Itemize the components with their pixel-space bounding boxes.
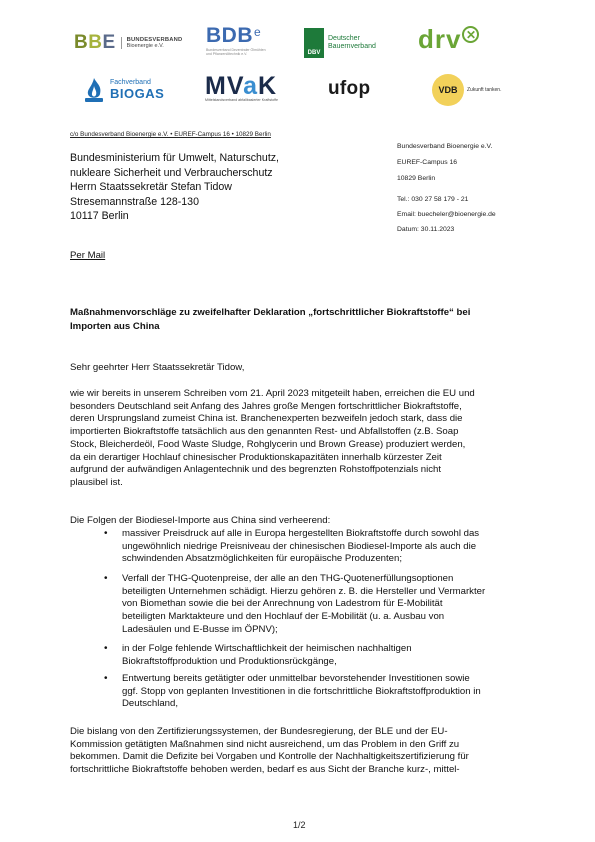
list-item-line: schwindenden Absatzmöglichkeiten für europäische Produzenten; — [122, 553, 402, 565]
paragraph-line: bekommen. Damit die Defizite bei Vorgaben und Kontrolle der Nachhaltigkeitszertifizierung für — [70, 751, 469, 763]
paragraph-measures — [70, 726, 532, 777]
bbe-logo-text: BUNDESVERBAND Bioenergie e.V. — [121, 37, 183, 49]
sender-return-address: c/o Bundesverband Bioenergie e.V. • EUREF-Campus 16 • 10829 Berlin — [70, 131, 271, 138]
biogas-logo-top: Fachverband — [110, 79, 151, 86]
mvak-logo-mark: MVaK — [205, 72, 278, 100]
paragraph-line: fortschrittliche Biokraftstoffe behoben werden, bedarf es aus Sicht der Branche kurz-, mittel- — [70, 764, 460, 776]
recipient-line: Stresemannstraße 128-130 — [70, 195, 199, 208]
info-city: 10829 Berlin — [397, 175, 436, 182]
page-number: 1/2 — [293, 820, 306, 830]
paragraph-line: deren Ursprungsland zumeist China ist. Branchenexperten bezweifeln jedoch stark, dass die — [70, 413, 463, 425]
subject-line: Maßnahmenvorschläge zu zweifelhafter Deklaration „fortschrittlicher Biokraftstoffe“ bei — [70, 307, 471, 318]
recipient-line: Herrn Staatssekretär Stefan Tidow — [70, 181, 232, 194]
info-street: EUREF-Campus 16 — [397, 159, 458, 166]
info-tel: Tel.: 030 27 58 179 - 21 — [397, 196, 469, 203]
paragraph-line: importierten Biokraftstoffe tatsächlich aus den genannten Rest- und Abfallstoffen (z.B. Soap — [70, 426, 459, 438]
bdb-logo-mark: BDB — [206, 24, 253, 47]
list-item-line: ungewöhnlich niedrige Preisniveau der chinesischen Biodiesel-Importe als auch die — [122, 540, 477, 552]
paragraph-line: wie wir bereits in unserem Schreiben vom 21. April 2023 mitgeteilt haben, erreichen die EU und — [70, 388, 475, 399]
list-item — [122, 673, 532, 711]
paragraph-line: Stock, Bleicherdeöl, Food Waste Sludge, Rohglycerin und Brown Grease) produziert werden, — [70, 438, 466, 450]
list-item-line: massiver Preisdruck auf alle in Europa hergestellten Biokraftstoffe durch sowohl das — [122, 528, 480, 539]
list-item-line: Entwertung bereits getätigter oder unmittelbar bevorstehender Investitionen sowie — [122, 673, 470, 684]
paragraph-line: plausibel ist. — [70, 476, 123, 488]
paragraph-line: besonders Deutschland seit Anfang des Jahres große Mengen fortschrittlicher Biokraftstoffe, — [70, 400, 462, 412]
mvak-logo-subtitle: Mittelstandsverband abfallbasierter Kraftstoffe — [205, 98, 279, 102]
info-org: Bundesverband Bioenergie e.V. — [397, 143, 493, 150]
bullet-marker: • — [104, 643, 108, 654]
list-item-line: beteiligten Marktakteure und den Hochlauf der E-Mobilität (u. a. Ausbau von — [122, 611, 445, 623]
list-item-line: ggf. Stopp von geplanten Investitionen in die fortschrittliche Biokraftstoffproduktion in — [122, 685, 481, 697]
vdb-logo-circle: VDB — [432, 74, 464, 106]
list-item — [122, 528, 532, 566]
list-item-line: Ladesäulen und E-Busse im ÖPNV); — [122, 623, 278, 635]
list-item-line: Verfall der THG-Quotenpreise, der alle an den THG-Quotenerfüllungsoptionen — [122, 573, 454, 584]
bdb-logo-subtitle: Bundesverband Dezentraler Ölmühlen und Pflanzenöltechnik e.V. — [206, 48, 266, 56]
list-item-line: Deutschland, — [122, 698, 178, 710]
list-item-line: Biokraftstoffproduktion und Produktionsrückgänge, — [122, 655, 337, 667]
drv-logo-mark: drv — [418, 24, 462, 54]
info-email[interactable]: Email: buecheler@bioenergie.de — [397, 211, 496, 218]
ufop-logo-mark: ufop — [328, 78, 371, 99]
subject-line: Importen aus China — [70, 321, 160, 333]
recipient-line: Bundesministerium für Umwelt, Naturschutz, — [70, 152, 279, 164]
biogas-logo-name: BIOGAS — [110, 86, 165, 101]
list-item — [122, 643, 532, 668]
delivery-method: Per Mail — [70, 250, 106, 261]
dbv-logo-box: DBV — [304, 28, 324, 58]
dbv-logo-text: Deutscher Bauernverband — [328, 35, 376, 50]
recipient-line: nukleare Sicherheit und Verbraucherschutz — [70, 166, 273, 179]
paragraph-line: aufgrund der aufwändigen Anlagentechnik und des begrenzten Rohstoffpotenzials nicht — [70, 464, 442, 476]
vdb-logo-slogan: Zukunft tanken. — [467, 87, 502, 93]
bullet-marker: • — [104, 573, 108, 584]
bullet-marker: • — [104, 528, 108, 539]
bbe-logo-mark: BBE — [74, 32, 116, 53]
bdb-logo: BDB$^e$ Bundesverband Dezentraler Ölmühlen und Pflanzenöltechnik e.V. — [206, 24, 270, 56]
list-item — [122, 573, 532, 637]
bullet-marker: • — [104, 673, 108, 684]
consequences-intro: Die Folgen der Biodiesel-Importe aus China sind verheerend: — [70, 515, 331, 526]
paragraph-line: Die bislang von den Zertifizierungssystemen, der Bundesregierung, der BLE und der EU- — [70, 726, 448, 737]
recipient-line: 10117 Berlin — [70, 210, 129, 223]
list-item-line: von Biomethan sowie die bei der Anrechnung von Ladestrom für E-Mobilität — [122, 598, 443, 610]
paragraph-line: da ein derartiger Hochlauf chinesischer Produktionskapazitäten innerhalb kürzester Zeit — [70, 451, 442, 463]
paragraph-line: Kommission getätigten Maßnahmen sind nicht ausreichend, um das Problem in den Griff zu — [70, 738, 460, 750]
salutation: Sehr geehrter Herr Staatssekretär Tidow, — [70, 362, 245, 373]
info-date: Datum: 30.11.2023 — [397, 226, 455, 233]
list-item-line: in der Folge fehlende Wirtschaftlichkeit der heimischen nachhaltigen — [122, 643, 412, 654]
drv-cross-icon: ✕ — [462, 26, 479, 43]
list-item-line: beteiligten Unternehmen schädigt. Hierzu gehören z. B. die Hersteller und Vermarkter — [122, 585, 486, 597]
